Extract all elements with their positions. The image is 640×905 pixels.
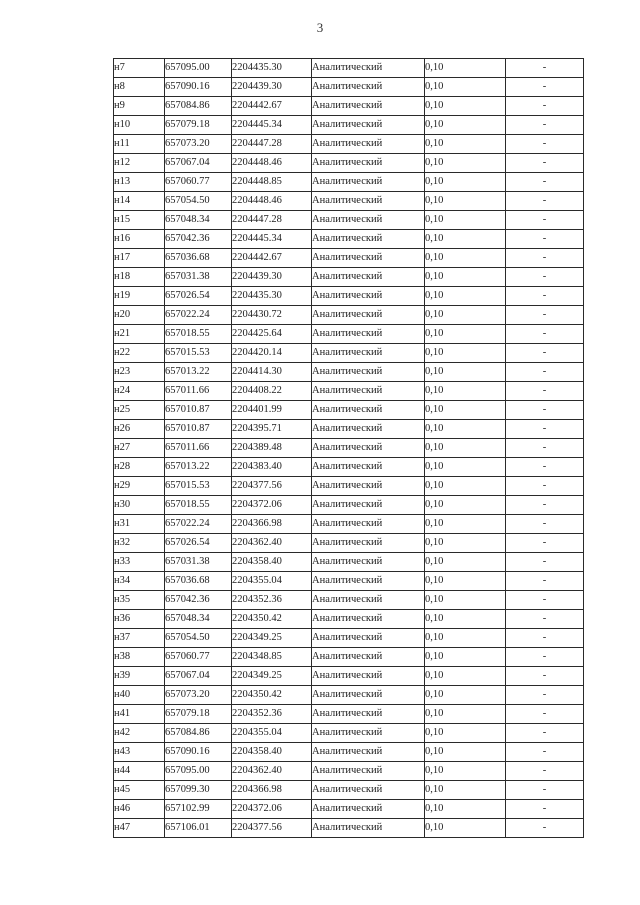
- point-id-cell: н20: [114, 306, 165, 325]
- y-coordinate-cell: 2204348.85: [232, 648, 312, 667]
- accuracy-cell: 0,10: [425, 325, 506, 344]
- accuracy-cell: 0,10: [425, 211, 506, 230]
- x-coordinate-cell: 657026.54: [165, 534, 232, 553]
- method-cell: Аналитический: [312, 648, 425, 667]
- point-id-cell: н37: [114, 629, 165, 648]
- x-coordinate-cell: 657015.53: [165, 344, 232, 363]
- note-cell: -: [506, 154, 584, 173]
- y-coordinate-cell: 2204448.46: [232, 154, 312, 173]
- method-cell: Аналитический: [312, 401, 425, 420]
- table-row: [114, 306, 584, 325]
- method-cell: Аналитический: [312, 97, 425, 116]
- x-coordinate-cell: 657095.00: [165, 59, 232, 78]
- note-cell: -: [506, 629, 584, 648]
- method-cell: Аналитический: [312, 534, 425, 553]
- method-cell: Аналитический: [312, 743, 425, 762]
- note-cell: -: [506, 819, 584, 838]
- x-coordinate-cell: 657060.77: [165, 173, 232, 192]
- accuracy-cell: 0,10: [425, 439, 506, 458]
- table-row: [114, 705, 584, 724]
- accuracy-cell: 0,10: [425, 800, 506, 819]
- x-coordinate-cell: 657102.99: [165, 800, 232, 819]
- point-id-cell: н32: [114, 534, 165, 553]
- accuracy-cell: 0,10: [425, 534, 506, 553]
- x-coordinate-cell: 657067.04: [165, 667, 232, 686]
- method-cell: Аналитический: [312, 135, 425, 154]
- point-id-cell: н40: [114, 686, 165, 705]
- table-row: [114, 287, 584, 306]
- point-id-cell: н41: [114, 705, 165, 724]
- method-cell: Аналитический: [312, 800, 425, 819]
- y-coordinate-cell: 2204383.40: [232, 458, 312, 477]
- y-coordinate-cell: 2204447.28: [232, 211, 312, 230]
- note-cell: -: [506, 439, 584, 458]
- point-id-cell: н15: [114, 211, 165, 230]
- x-coordinate-cell: 657079.18: [165, 116, 232, 135]
- point-id-cell: н36: [114, 610, 165, 629]
- method-cell: Аналитический: [312, 78, 425, 97]
- point-id-cell: н47: [114, 819, 165, 838]
- note-cell: -: [506, 496, 584, 515]
- accuracy-cell: 0,10: [425, 572, 506, 591]
- note-cell: -: [506, 420, 584, 439]
- method-cell: Аналитический: [312, 325, 425, 344]
- method-cell: Аналитический: [312, 192, 425, 211]
- point-id-cell: н10: [114, 116, 165, 135]
- table-row: [114, 325, 584, 344]
- x-coordinate-cell: 657036.68: [165, 249, 232, 268]
- y-coordinate-cell: 2204439.30: [232, 78, 312, 97]
- accuracy-cell: 0,10: [425, 667, 506, 686]
- x-coordinate-cell: 657106.01: [165, 819, 232, 838]
- accuracy-cell: 0,10: [425, 173, 506, 192]
- x-coordinate-cell: 657018.55: [165, 325, 232, 344]
- y-coordinate-cell: 2204408.22: [232, 382, 312, 401]
- y-coordinate-cell: 2204358.40: [232, 743, 312, 762]
- page-number: 3: [316, 20, 324, 35]
- note-cell: -: [506, 344, 584, 363]
- y-coordinate-cell: 2204395.71: [232, 420, 312, 439]
- table-row: [114, 59, 584, 78]
- table-row: [114, 249, 584, 268]
- accuracy-cell: 0,10: [425, 496, 506, 515]
- point-id-cell: н24: [114, 382, 165, 401]
- method-cell: Аналитический: [312, 591, 425, 610]
- method-cell: Аналитический: [312, 667, 425, 686]
- y-coordinate-cell: 2204349.25: [232, 629, 312, 648]
- y-coordinate-cell: 2204445.34: [232, 116, 312, 135]
- accuracy-cell: 0,10: [425, 458, 506, 477]
- method-cell: Аналитический: [312, 572, 425, 591]
- accuracy-cell: 0,10: [425, 59, 506, 78]
- y-coordinate-cell: 2204448.85: [232, 173, 312, 192]
- accuracy-cell: 0,10: [425, 382, 506, 401]
- point-id-cell: н16: [114, 230, 165, 249]
- accuracy-cell: 0,10: [425, 287, 506, 306]
- note-cell: -: [506, 59, 584, 78]
- x-coordinate-cell: 657084.86: [165, 97, 232, 116]
- method-cell: Аналитический: [312, 344, 425, 363]
- x-coordinate-cell: 657060.77: [165, 648, 232, 667]
- table-row: [114, 515, 584, 534]
- table-row: [114, 534, 584, 553]
- method-cell: Аналитический: [312, 249, 425, 268]
- method-cell: Аналитический: [312, 781, 425, 800]
- x-coordinate-cell: 657018.55: [165, 496, 232, 515]
- table-row: [114, 610, 584, 629]
- accuracy-cell: 0,10: [425, 268, 506, 287]
- method-cell: Аналитический: [312, 458, 425, 477]
- x-coordinate-cell: 657048.34: [165, 610, 232, 629]
- note-cell: -: [506, 762, 584, 781]
- note-cell: -: [506, 173, 584, 192]
- accuracy-cell: 0,10: [425, 705, 506, 724]
- method-cell: Аналитический: [312, 629, 425, 648]
- y-coordinate-cell: 2204358.40: [232, 553, 312, 572]
- note-cell: -: [506, 648, 584, 667]
- method-cell: Аналитический: [312, 287, 425, 306]
- x-coordinate-cell: 657054.50: [165, 629, 232, 648]
- method-cell: Аналитический: [312, 477, 425, 496]
- x-coordinate-cell: 657013.22: [165, 458, 232, 477]
- table-row: [114, 135, 584, 154]
- method-cell: Аналитический: [312, 553, 425, 572]
- y-coordinate-cell: 2204350.42: [232, 610, 312, 629]
- method-cell: Аналитический: [312, 59, 425, 78]
- coordinates-table: [113, 58, 584, 838]
- y-coordinate-cell: 2204448.46: [232, 192, 312, 211]
- table-row: [114, 724, 584, 743]
- note-cell: -: [506, 591, 584, 610]
- accuracy-cell: 0,10: [425, 686, 506, 705]
- table-row: [114, 781, 584, 800]
- method-cell: Аналитический: [312, 724, 425, 743]
- accuracy-cell: 0,10: [425, 781, 506, 800]
- accuracy-cell: 0,10: [425, 515, 506, 534]
- table-row: [114, 78, 584, 97]
- y-coordinate-cell: 2204372.06: [232, 496, 312, 515]
- method-cell: Аналитический: [312, 154, 425, 173]
- y-coordinate-cell: 2204372.06: [232, 800, 312, 819]
- accuracy-cell: 0,10: [425, 610, 506, 629]
- x-coordinate-cell: 657084.86: [165, 724, 232, 743]
- note-cell: -: [506, 78, 584, 97]
- y-coordinate-cell: 2204352.36: [232, 591, 312, 610]
- note-cell: -: [506, 610, 584, 629]
- y-coordinate-cell: 2204425.64: [232, 325, 312, 344]
- note-cell: -: [506, 287, 584, 306]
- method-cell: Аналитический: [312, 686, 425, 705]
- y-coordinate-cell: 2204414.30: [232, 363, 312, 382]
- x-coordinate-cell: 657042.36: [165, 591, 232, 610]
- accuracy-cell: 0,10: [425, 401, 506, 420]
- x-coordinate-cell: 657031.38: [165, 268, 232, 287]
- y-coordinate-cell: 2204442.67: [232, 97, 312, 116]
- note-cell: -: [506, 781, 584, 800]
- x-coordinate-cell: 657026.54: [165, 287, 232, 306]
- table-row: [114, 553, 584, 572]
- method-cell: Аналитический: [312, 382, 425, 401]
- table-row: [114, 382, 584, 401]
- point-id-cell: н45: [114, 781, 165, 800]
- note-cell: -: [506, 477, 584, 496]
- table-row: [114, 743, 584, 762]
- point-id-cell: н23: [114, 363, 165, 382]
- point-id-cell: н46: [114, 800, 165, 819]
- note-cell: -: [506, 553, 584, 572]
- y-coordinate-cell: 2204445.34: [232, 230, 312, 249]
- point-id-cell: н8: [114, 78, 165, 97]
- table-row: [114, 401, 584, 420]
- point-id-cell: н44: [114, 762, 165, 781]
- point-id-cell: н35: [114, 591, 165, 610]
- point-id-cell: н28: [114, 458, 165, 477]
- point-id-cell: н18: [114, 268, 165, 287]
- accuracy-cell: 0,10: [425, 116, 506, 135]
- accuracy-cell: 0,10: [425, 78, 506, 97]
- method-cell: Аналитический: [312, 819, 425, 838]
- method-cell: Аналитический: [312, 610, 425, 629]
- point-id-cell: н22: [114, 344, 165, 363]
- point-id-cell: н19: [114, 287, 165, 306]
- table-row: [114, 173, 584, 192]
- table-row: [114, 363, 584, 382]
- note-cell: -: [506, 705, 584, 724]
- y-coordinate-cell: 2204389.48: [232, 439, 312, 458]
- y-coordinate-cell: 2204349.25: [232, 667, 312, 686]
- point-id-cell: н31: [114, 515, 165, 534]
- method-cell: Аналитический: [312, 211, 425, 230]
- table-row: [114, 211, 584, 230]
- coordinates-table-body: [114, 59, 584, 838]
- accuracy-cell: 0,10: [425, 230, 506, 249]
- note-cell: -: [506, 230, 584, 249]
- x-coordinate-cell: 657015.53: [165, 477, 232, 496]
- accuracy-cell: 0,10: [425, 629, 506, 648]
- method-cell: Аналитический: [312, 420, 425, 439]
- y-coordinate-cell: 2204447.28: [232, 135, 312, 154]
- x-coordinate-cell: 657022.24: [165, 515, 232, 534]
- table-row: [114, 667, 584, 686]
- method-cell: Аналитический: [312, 515, 425, 534]
- x-coordinate-cell: 657036.68: [165, 572, 232, 591]
- x-coordinate-cell: 657099.30: [165, 781, 232, 800]
- note-cell: -: [506, 249, 584, 268]
- point-id-cell: н30: [114, 496, 165, 515]
- accuracy-cell: 0,10: [425, 477, 506, 496]
- note-cell: -: [506, 211, 584, 230]
- method-cell: Аналитический: [312, 705, 425, 724]
- point-id-cell: н12: [114, 154, 165, 173]
- note-cell: -: [506, 116, 584, 135]
- table-row: [114, 116, 584, 135]
- y-coordinate-cell: 2204366.98: [232, 515, 312, 534]
- method-cell: Аналитический: [312, 268, 425, 287]
- point-id-cell: н14: [114, 192, 165, 211]
- point-id-cell: н9: [114, 97, 165, 116]
- y-coordinate-cell: 2204439.30: [232, 268, 312, 287]
- x-coordinate-cell: 657013.22: [165, 363, 232, 382]
- note-cell: -: [506, 800, 584, 819]
- note-cell: -: [506, 458, 584, 477]
- table-row: [114, 439, 584, 458]
- accuracy-cell: 0,10: [425, 553, 506, 572]
- note-cell: -: [506, 667, 584, 686]
- accuracy-cell: 0,10: [425, 363, 506, 382]
- note-cell: -: [506, 306, 584, 325]
- table-row: [114, 629, 584, 648]
- y-coordinate-cell: 2204366.98: [232, 781, 312, 800]
- y-coordinate-cell: 2204377.56: [232, 477, 312, 496]
- note-cell: -: [506, 135, 584, 154]
- y-coordinate-cell: 2204401.99: [232, 401, 312, 420]
- y-coordinate-cell: 2204442.67: [232, 249, 312, 268]
- point-id-cell: н13: [114, 173, 165, 192]
- method-cell: Аналитический: [312, 173, 425, 192]
- method-cell: Аналитический: [312, 762, 425, 781]
- x-coordinate-cell: 657010.87: [165, 420, 232, 439]
- x-coordinate-cell: 657011.66: [165, 382, 232, 401]
- y-coordinate-cell: 2204355.04: [232, 724, 312, 743]
- method-cell: Аналитический: [312, 363, 425, 382]
- accuracy-cell: 0,10: [425, 192, 506, 211]
- x-coordinate-cell: 657010.87: [165, 401, 232, 420]
- table-row: [114, 420, 584, 439]
- y-coordinate-cell: 2204435.30: [232, 59, 312, 78]
- note-cell: -: [506, 572, 584, 591]
- accuracy-cell: 0,10: [425, 648, 506, 667]
- accuracy-cell: 0,10: [425, 591, 506, 610]
- x-coordinate-cell: 657095.00: [165, 762, 232, 781]
- accuracy-cell: 0,10: [425, 154, 506, 173]
- point-id-cell: н33: [114, 553, 165, 572]
- point-id-cell: н27: [114, 439, 165, 458]
- accuracy-cell: 0,10: [425, 762, 506, 781]
- note-cell: -: [506, 325, 584, 344]
- point-id-cell: н39: [114, 667, 165, 686]
- note-cell: -: [506, 686, 584, 705]
- y-coordinate-cell: 2204350.42: [232, 686, 312, 705]
- method-cell: Аналитический: [312, 306, 425, 325]
- x-coordinate-cell: 657090.16: [165, 78, 232, 97]
- note-cell: -: [506, 97, 584, 116]
- accuracy-cell: 0,10: [425, 97, 506, 116]
- note-cell: -: [506, 192, 584, 211]
- accuracy-cell: 0,10: [425, 344, 506, 363]
- note-cell: -: [506, 743, 584, 762]
- table-row: [114, 268, 584, 287]
- table-row: [114, 686, 584, 705]
- method-cell: Аналитический: [312, 230, 425, 249]
- y-coordinate-cell: 2204377.56: [232, 819, 312, 838]
- y-coordinate-cell: 2204352.36: [232, 705, 312, 724]
- point-id-cell: н7: [114, 59, 165, 78]
- accuracy-cell: 0,10: [425, 249, 506, 268]
- x-coordinate-cell: 657054.50: [165, 192, 232, 211]
- accuracy-cell: 0,10: [425, 420, 506, 439]
- accuracy-cell: 0,10: [425, 724, 506, 743]
- table-row: [114, 496, 584, 515]
- y-coordinate-cell: 2204362.40: [232, 534, 312, 553]
- accuracy-cell: 0,10: [425, 135, 506, 154]
- note-cell: -: [506, 382, 584, 401]
- x-coordinate-cell: 657022.24: [165, 306, 232, 325]
- note-cell: -: [506, 724, 584, 743]
- accuracy-cell: 0,10: [425, 306, 506, 325]
- table-row: [114, 800, 584, 819]
- x-coordinate-cell: 657031.38: [165, 553, 232, 572]
- table-row: [114, 458, 584, 477]
- x-coordinate-cell: 657011.66: [165, 439, 232, 458]
- x-coordinate-cell: 657042.36: [165, 230, 232, 249]
- point-id-cell: н43: [114, 743, 165, 762]
- note-cell: -: [506, 363, 584, 382]
- x-coordinate-cell: 657048.34: [165, 211, 232, 230]
- table-row: [114, 477, 584, 496]
- accuracy-cell: 0,10: [425, 819, 506, 838]
- x-coordinate-cell: 657079.18: [165, 705, 232, 724]
- table-row: [114, 230, 584, 249]
- note-cell: -: [506, 515, 584, 534]
- point-id-cell: н38: [114, 648, 165, 667]
- table-row: [114, 591, 584, 610]
- x-coordinate-cell: 657073.20: [165, 135, 232, 154]
- point-id-cell: н21: [114, 325, 165, 344]
- table-row: [114, 192, 584, 211]
- table-row: [114, 97, 584, 116]
- point-id-cell: н26: [114, 420, 165, 439]
- table-row: [114, 648, 584, 667]
- method-cell: Аналитический: [312, 439, 425, 458]
- y-coordinate-cell: 2204430.72: [232, 306, 312, 325]
- point-id-cell: н17: [114, 249, 165, 268]
- note-cell: -: [506, 268, 584, 287]
- x-coordinate-cell: 657073.20: [165, 686, 232, 705]
- y-coordinate-cell: 2204435.30: [232, 287, 312, 306]
- method-cell: Аналитический: [312, 496, 425, 515]
- y-coordinate-cell: 2204420.14: [232, 344, 312, 363]
- table-row: [114, 819, 584, 838]
- y-coordinate-cell: 2204362.40: [232, 762, 312, 781]
- point-id-cell: н25: [114, 401, 165, 420]
- table-row: [114, 762, 584, 781]
- method-cell: Аналитический: [312, 116, 425, 135]
- y-coordinate-cell: 2204355.04: [232, 572, 312, 591]
- accuracy-cell: 0,10: [425, 743, 506, 762]
- point-id-cell: н29: [114, 477, 165, 496]
- table-row: [114, 344, 584, 363]
- table-row: [114, 572, 584, 591]
- x-coordinate-cell: 657067.04: [165, 154, 232, 173]
- point-id-cell: н34: [114, 572, 165, 591]
- point-id-cell: н11: [114, 135, 165, 154]
- x-coordinate-cell: 657090.16: [165, 743, 232, 762]
- note-cell: -: [506, 401, 584, 420]
- point-id-cell: н42: [114, 724, 165, 743]
- note-cell: -: [506, 534, 584, 553]
- table-row: [114, 154, 584, 173]
